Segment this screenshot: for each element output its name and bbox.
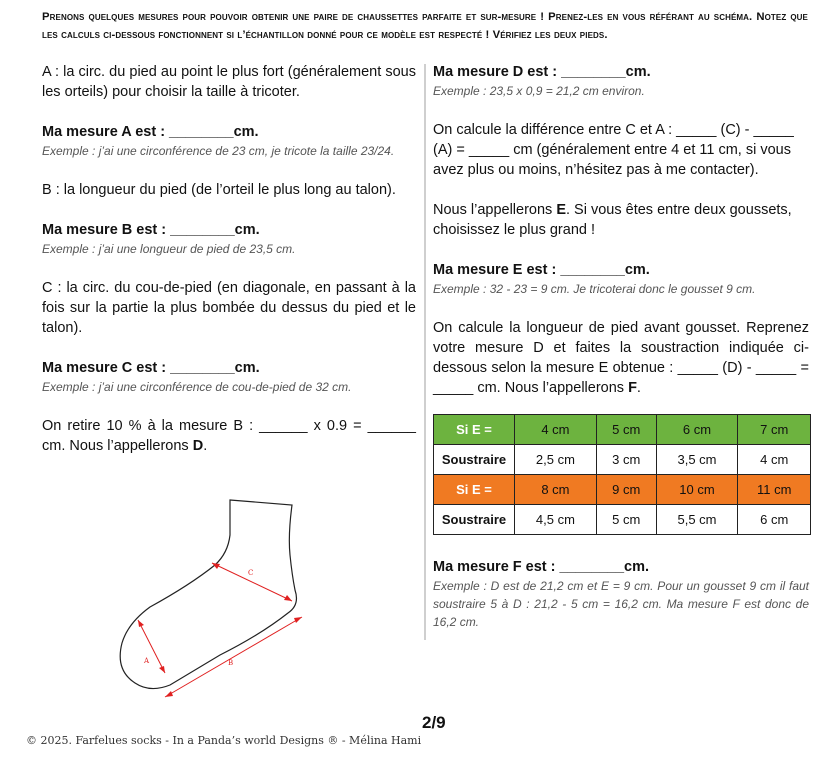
measure-f-example: Exemple : D est de 21,2 cm et E = 9 cm. Pour un gousset 9 cm il faut soustraire 5 à D : 21,2 - 5 cm = 16,2 cm. Ma mesure F est donc de 16,2 cm. [433, 579, 809, 629]
right-column [433, 62, 809, 631]
page-number: 2/9 [422, 713, 446, 732]
table-cell: 4 cm [515, 415, 597, 445]
table-cell: 4 cm [738, 445, 811, 475]
measure-e-description: Nous l’appellerons E. Si vous êtes entre deux goussets, choisissez le plus grand ! [433, 202, 792, 238]
table-cell: 5 cm [596, 415, 656, 445]
measure-b-arrow [165, 617, 302, 697]
difference-description: On calcule la différence entre C et A : _____ (C) - _____ (A) = _____ cm (généralement entre 4 et 11 cm, si vous avez plus ou moins, n’hésitez pas à me contacter). [433, 122, 794, 178]
measure-d-field: Ma mesure D est : ________cm. [433, 64, 651, 80]
table-cell: 5,5 cm [656, 505, 738, 535]
table-row [434, 415, 811, 445]
table-cell: 2,5 cm [515, 445, 597, 475]
label-b: B [228, 659, 234, 667]
label-a: A [144, 657, 150, 665]
letter-f: F [628, 380, 637, 396]
table-row-label: Soustraire [434, 445, 515, 475]
left-column [42, 62, 416, 456]
measure-a-example: Exemple : j’ai une circonférence de 23 cm, je tricote la taille 23/24. [42, 144, 395, 158]
measure-a-field: Ma mesure A est : ________cm. [42, 124, 259, 140]
letter-e: E [556, 202, 566, 218]
measure-c-description: C : la circ. du cou-de-pied (en diagonale, en passant à la fois sur la partie la plus bombée du dessus du pied et le talon). [42, 280, 416, 336]
table-cell: 11 cm [738, 475, 811, 505]
table-cell: 7 cm [738, 415, 811, 445]
measure-f-description: On calcule la longueur de pied avant gousset. Reprenez votre mesure D et faites la soustraction indiquée ci-dessous selon la mesure E obtenue : _____ (D) - _____ = _____ cm. Nous l’appellerons F. [433, 320, 809, 396]
table-row [434, 445, 811, 475]
table-cell: 8 cm [515, 475, 597, 505]
table-cell: 3,5 cm [656, 445, 738, 475]
measure-c-field: Ma mesure C est : ________cm. [42, 360, 260, 376]
measure-a-arrow [138, 620, 165, 673]
table-cell: 3 cm [596, 445, 656, 475]
measure-b-field: Ma mesure B est : ________cm. [42, 222, 260, 238]
table-cell: 6 cm [656, 415, 738, 445]
copyright-footer: © 2025. Farfelues socks - In a Panda’s world Designs ® - Mélina Hami [26, 734, 422, 747]
table-cell: 10 cm [656, 475, 738, 505]
column-divider [424, 64, 426, 640]
measure-e-field: Ma mesure E est : ________cm. [433, 262, 650, 278]
sock-diagram [110, 495, 315, 705]
table-row-label: Si E = [434, 475, 515, 505]
table-row-label: Soustraire [434, 505, 515, 535]
measure-f-field: Ma mesure F est : ________cm. [433, 559, 650, 575]
measure-d-description: On retire 10 % à la mesure B : ______ x 0.9 = ______ cm. Nous l’appellerons D. [42, 418, 416, 454]
table-row-label: Si E = [434, 415, 515, 445]
table-cell: 6 cm [738, 505, 811, 535]
label-c: C [248, 569, 254, 577]
arrowhead-icon [165, 691, 173, 697]
table-row [434, 505, 811, 535]
measure-d-example: Exemple : 23,5 x 0,9 = 21,2 cm environ. [433, 84, 645, 98]
table-cell: 9 cm [596, 475, 656, 505]
arrowhead-icon [284, 595, 292, 601]
table-row [434, 475, 811, 505]
arrowhead-icon [159, 666, 165, 673]
gusset-table [433, 414, 811, 535]
table-cell: 5 cm [596, 505, 656, 535]
intro-text: Prenons quelques mesures pour pouvoir obtenir une paire de chaussettes parfaite et sur-mesure ! Prenez-les en vous référant au schéma. Notez que les calculs ci-dessous fonctionnent si l’échantillon donné pour ce modèle est respecté ! Vérifiez les deux pieds. [42, 11, 808, 41]
arrowhead-icon [294, 617, 302, 623]
measure-b-example: Exemple : j’ai une longueur de pied de 23,5 cm. [42, 242, 296, 256]
measure-a-description: A : la circ. du pied au point le plus fort (généralement sous les orteils) pour choisir la taille à tricoter. [42, 64, 416, 100]
measure-c-example: Exemple : j’ai une circonférence de cou-de-pied de 32 cm. [42, 380, 352, 394]
measure-b-description: B : la longueur du pied (de l’orteil le plus long au talon). [42, 182, 396, 198]
arrowhead-icon [138, 620, 144, 627]
table-cell: 4,5 cm [515, 505, 597, 535]
measure-e-example: Exemple : 32 - 23 = 9 cm. Je tricoterai donc le gousset 9 cm. [433, 282, 756, 296]
letter-d: D [192, 438, 204, 454]
